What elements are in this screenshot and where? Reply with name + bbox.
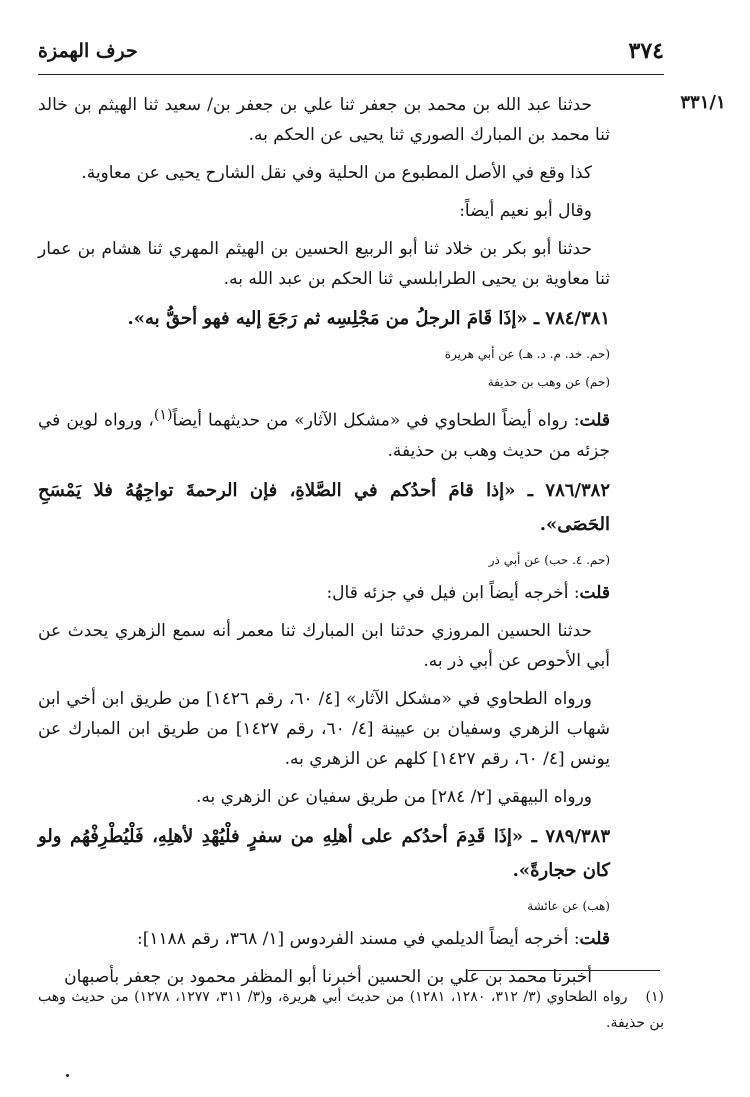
page-mark xyxy=(66,1074,69,1077)
margin-reference: ٣٣١/١ xyxy=(680,92,726,113)
commentary-text: : رواه أيضاً الطحاوي في «مشكل الآثار» من حديثهما أيضاً xyxy=(172,410,580,431)
footnote-text: رواه الطحاوي (٣/ ٣١٢، ١٢٨٠، ١٢٨١) من حديث أبي هريرة، و(٣/ ٣١١، ١٢٧٧، ١٢٧٨) من حديث وهب بن حذيفة. xyxy=(38,989,664,1031)
hadith-383: ٧٨٩/٣٨٣ ـ «إذَا قَدِمَ أحدُكم على أهلِهِ من سفرٍ فلْيُهْدِ لأهلِهِ، فَلْيُطْرِفْهُم ولو كان حجارةً». xyxy=(38,825,610,881)
page-header xyxy=(38,36,664,74)
hadith-382: ٧٨٦/٣٨٢ ـ «إذا قامَ أحدُكم في الصَّلاةِ، فإن الرحمةَ تواجِهُهُ فلا يَمْسَحِ الحَصَى». xyxy=(38,479,610,535)
isnad-paragraph: حدثنا عبد الله بن محمد بن جعفر ثنا علي بن جعفر بن/ سعيد ثنا الهيثم بن خالد ثنا محمد بن المبارك الصوري ثنا يحيى عن الحكم به. xyxy=(38,95,610,145)
hadith-source: (حم. خد. م. د. هـ) عن أبي هريرة xyxy=(444,347,610,361)
hadith-source: (حم. ٤. حب) عن أبي ذر xyxy=(488,552,610,567)
footnote-rule xyxy=(468,970,660,971)
note-paragraph: وقال أبو نعيم أيضاً: xyxy=(459,201,592,221)
qulta-label: قلت xyxy=(579,582,610,603)
isnad-paragraph: ورواه البيهقي [٢/ ٢٨٤] من طريق سفيان عن الزهري به. xyxy=(196,786,592,807)
commentary-text: ، ورواه لوين في جزئه من حديث وهب بن حذيفة. xyxy=(38,410,610,461)
header-rule xyxy=(38,74,664,75)
footnotes xyxy=(38,984,664,1036)
commentary-paragraph xyxy=(38,924,610,954)
footnote-number: (١) xyxy=(645,989,665,1005)
footnote-ref[interactable]: (١) xyxy=(153,407,173,423)
footnote-item xyxy=(38,984,664,1036)
page-number: ٣٧٤ xyxy=(628,38,664,64)
hadith-381: ٧٨٤/٣٨١ ـ «إذَا قَامَ الرجلُ من مَجْلِسِه ثم رَجَعَ إليه فهو أحقُّ به». xyxy=(127,308,610,329)
commentary-text: : أخرجه أيضاً الديلمي في مسند الفردوس [١/ ٣٦٨، رقم ١١٨٨]: xyxy=(136,928,580,949)
isnad-paragraph: ورواه الطحاوي في «مشكل الآثار» [٤/ ٦٠، رقم ١٤٢٦] من طريق ابن أخي ابن شهاب الزهري وسفيان بن عيينة [٤/ ٦٠، رقم ١٤٢٧] من طريق ابن المبارك عن يونس [٤/ ٦٠، رقم ١٤٢٧] كلهم عن الزهري به. xyxy=(38,688,611,769)
running-title: حرف الهمزة xyxy=(38,40,138,62)
note-paragraph: كذا وقع في الأصل المطبوع من الحلية وفي نقل الشارح يحيى عن معاوية. xyxy=(81,163,592,183)
isnad-paragraph: أخبرنا محمد بن علي بن الحسين أخبرنا أبو المظفر محمود بن جعفر بأصبهان xyxy=(64,966,592,987)
hadith-source: (هب) عن عائشة xyxy=(527,898,610,913)
qulta-label: قلت xyxy=(579,928,610,949)
hadith-source: (حم) عن وهب بن حذيفة xyxy=(487,375,610,389)
qulta-label: قلت xyxy=(579,410,610,431)
commentary-paragraph xyxy=(38,400,610,466)
main-text xyxy=(38,90,610,1000)
isnad-paragraph: حدثنا الحسين المروزي حدثنا ابن المبارك ثنا معمر أنه سمع الزهري يحدث عن أبي الأحوص عن أبي ذر به. xyxy=(38,620,610,671)
commentary-text: : أخرجه أيضاً ابن فيل في جزئه قال: xyxy=(326,582,580,603)
commentary-paragraph xyxy=(38,578,610,608)
isnad-paragraph: حدثنا أبو بكر بن خلاد ثنا أبو الربيع الحسين بن الهيثم المهري ثنا هشام بن عمار ثنا معاوية بن يحيى الطرابلسي ثنا الحكم بن عبد الله به. xyxy=(38,239,610,289)
